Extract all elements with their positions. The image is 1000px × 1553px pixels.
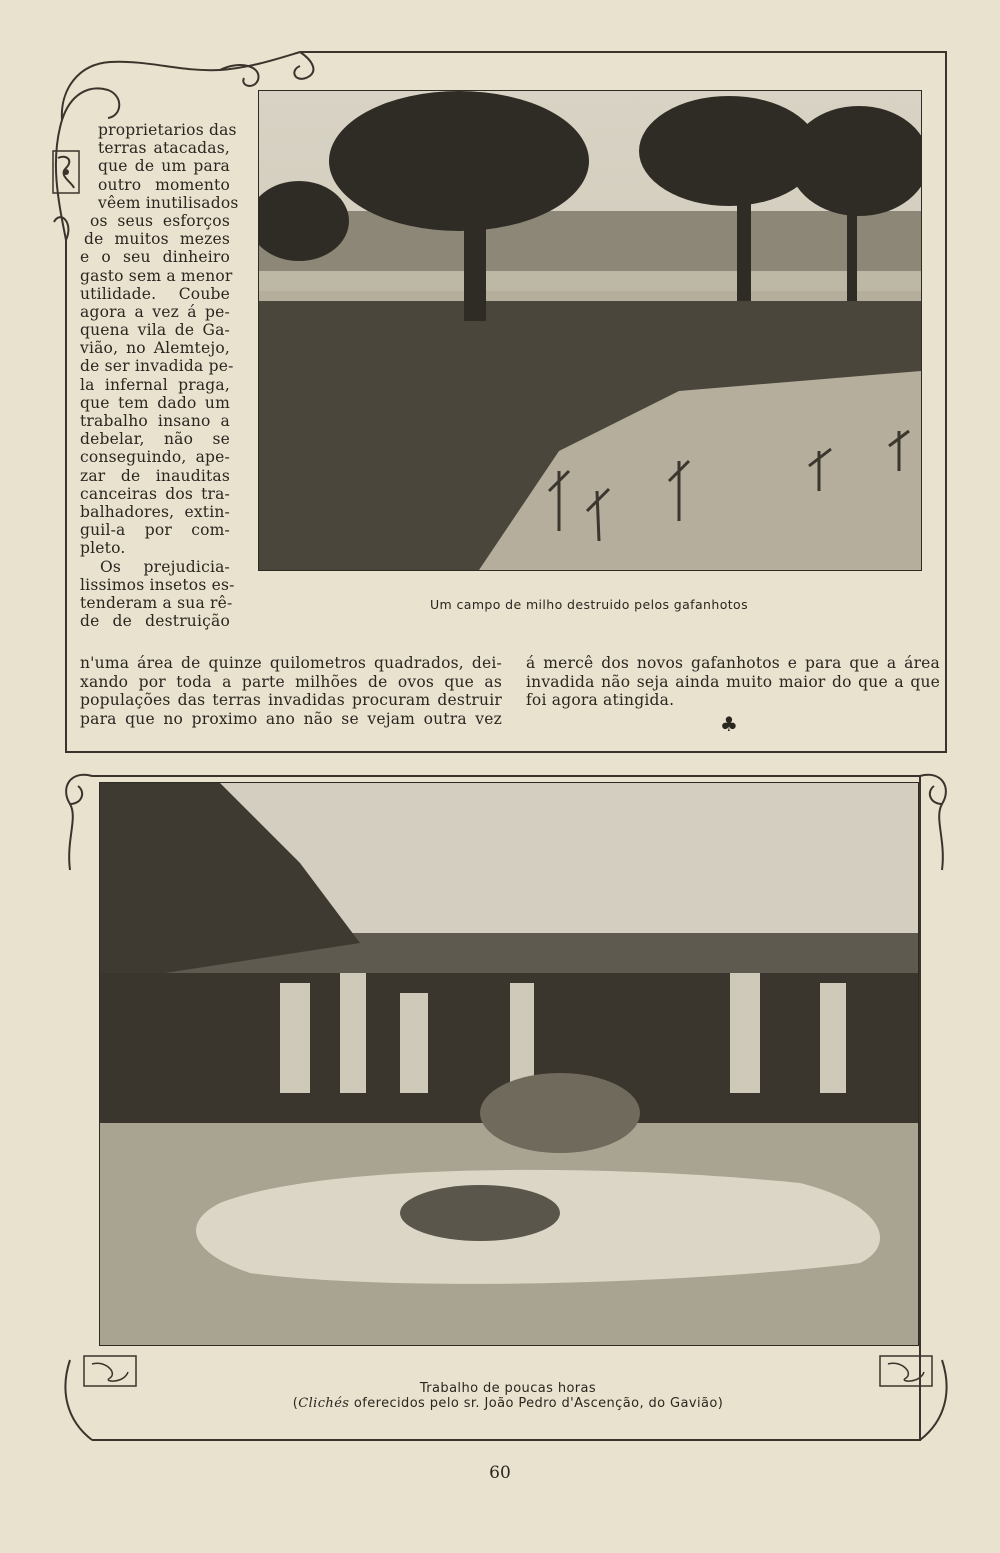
page-number: 60	[489, 1463, 511, 1483]
text-line: invadida não seja ainda muito maior do que a que	[526, 672, 940, 691]
crowd-caption-title: Trabalho de poucas horas	[419, 1381, 597, 1396]
text-line: que tem dado um	[80, 393, 230, 412]
text-line: vião, no Alemtejo,	[80, 339, 230, 358]
end-mark-icon: ♣	[720, 712, 738, 736]
article-left-column	[80, 654, 502, 728]
text-line: e o seu dinheiro	[80, 248, 230, 267]
crowd-caption-credit	[99, 1396, 917, 1411]
caption-credit-text: oferecidos pelo sr. João Pedro d'Ascenção, do Gavião)	[349, 1396, 724, 1411]
text-line: agora a vez á pe-	[80, 302, 230, 321]
text-line: Os prejudicia-	[100, 557, 230, 576]
text-line: vêem inutilisados	[98, 193, 239, 212]
text-line: balhadores, extin-	[80, 502, 230, 521]
crowd-photo	[99, 782, 919, 1346]
text-line: foi agora atingida.	[526, 691, 675, 710]
caption-open-paren: (	[292, 1396, 299, 1411]
text-line: la infernal praga,	[80, 375, 230, 394]
text-line: quena vila de Ga-	[80, 321, 230, 340]
text-line: gasto sem a menor	[80, 266, 233, 285]
text-line: xando por toda a parte milhões de ovos que as	[80, 672, 502, 691]
text-line: lissimos insetos es-	[80, 575, 235, 594]
text-line: utilidade. Coube	[80, 284, 230, 303]
text-line: outro momento	[98, 175, 230, 194]
ornamental-initial-icon	[52, 150, 80, 194]
text-line: zar de inauditas	[80, 466, 230, 485]
text-line: trabalho insano a	[80, 412, 230, 430]
caption-italic-word: Clichés	[298, 1396, 350, 1411]
article-right-column	[526, 654, 940, 710]
text-line: de ser invadida pe-	[80, 357, 234, 376]
text-line: canceiras dos tra-	[80, 484, 230, 503]
text-line: debelar, não se	[80, 430, 230, 449]
text-line: populações das terras invadidas procuram destruir	[80, 691, 502, 710]
text-line: de de destruição	[80, 612, 230, 631]
text-line: á mercê dos novos gafanhotos e para que a área	[526, 654, 940, 672]
text-line: de muitos mezes	[84, 230, 230, 249]
text-line: pleto.	[80, 539, 126, 558]
article-narrow-column	[80, 121, 239, 631]
cornfield-caption: Um campo de milho destruido pelos gafanhotos	[430, 597, 748, 612]
text-line: proprietarios das	[98, 121, 237, 139]
text-line: tenderam a sua rê-	[80, 593, 233, 612]
text-line: que de um para	[98, 157, 230, 176]
text-line: n'uma área de quinze quilometros quadrados, dei-	[80, 654, 502, 672]
text-line: para que no proximo ano não se vejam outra vez	[80, 709, 502, 728]
text-line: terras atacadas,	[98, 139, 230, 158]
text-line: os seus esforços	[90, 211, 230, 230]
text-line: conseguindo, ape-	[80, 448, 230, 467]
cornfield-photo	[258, 90, 922, 571]
text-line: guil-a por com-	[80, 521, 230, 540]
